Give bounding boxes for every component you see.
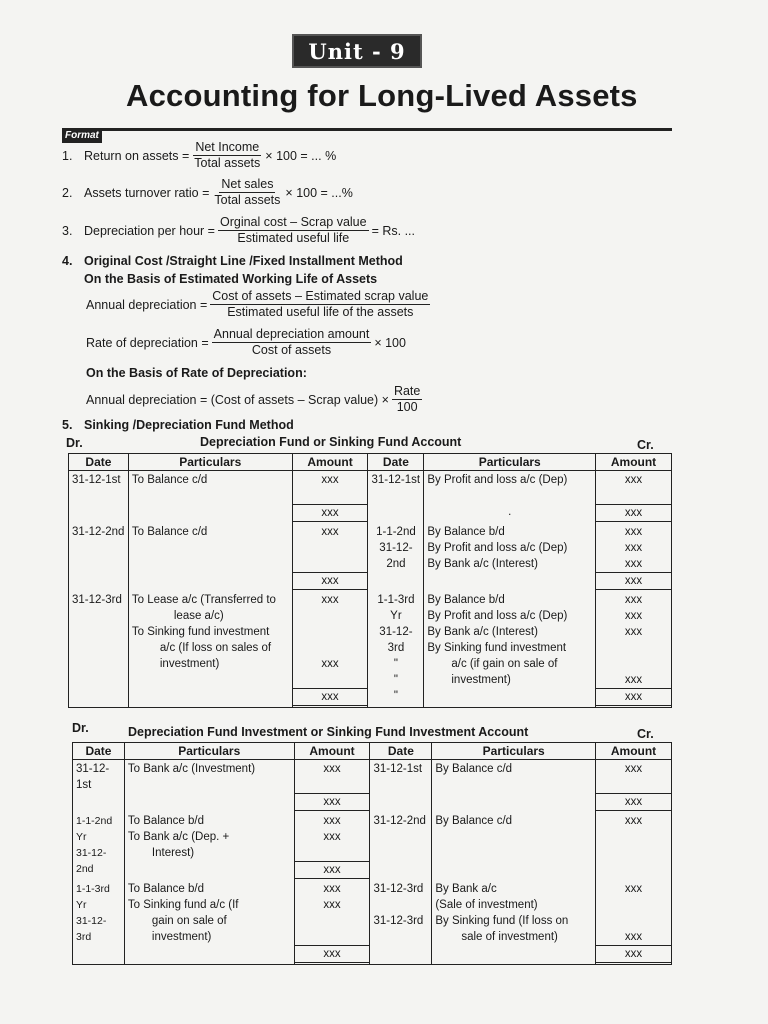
formula-number: 3. [62,223,73,238]
particulars: To Balance b/d [127,883,204,895]
table-header-row [69,454,672,471]
particulars: By Sinking fund investment [427,642,567,654]
denominator: Total assets [194,156,261,170]
formula-label: Depreciation per hour = [84,223,215,238]
particulars: To Sinking fund investment [131,626,270,638]
total-amount: xxx [596,504,671,522]
amount-cell [292,471,368,524]
column-header: Amount [292,454,368,471]
date: 1-1-2nd Yr [76,815,113,843]
particulars: sale of investment) [461,931,558,943]
formula-label: Annual depreciation = [86,297,208,312]
amount: xxx [323,883,341,895]
column-header: Amount [596,454,672,471]
numerator: Annual depreciation amount [213,327,370,341]
date: 31-12-3rd [379,626,413,654]
particulars: To Sinking fund a/c (If [127,899,239,911]
credit-label: Cr. [637,727,654,741]
fraction [218,215,369,246]
formula-annual-depreciation [86,289,433,320]
date: 2nd [386,558,406,570]
total-amount: xxx [293,504,368,522]
date: 1-1-2nd [376,526,416,538]
debit-label: Dr. [72,721,89,735]
total-amount: xxx [596,793,671,811]
method-title: Sinking /Depreciation Fund Method [84,418,294,432]
particulars-cell: To Bank a/c (Investment) [124,760,294,813]
particulars: To Lease a/c (Transferred to [131,594,276,606]
subheading-rate-basis: On the Basis of Rate of Depreciation: [86,366,307,380]
amount-cell [596,471,672,524]
particulars: To Bank a/c (Dep. + [127,831,230,843]
amount: xxx [624,883,643,895]
amount-cell [596,760,672,813]
date-cell [368,523,424,591]
amount: xxx [624,474,643,486]
particulars: a/c (if gain on sale of [451,658,558,670]
subheading-working-life: On the Basis of Estimated Working Life of Assets [84,272,378,286]
credit-label: Cr. [637,438,654,452]
column-header: Amount [596,743,672,760]
date: 31-12-3rd [373,883,424,895]
amount: xxx [624,931,643,943]
table-header-row [73,743,672,760]
date-cell [370,880,432,965]
amount-cell [294,812,370,880]
amount: xxx [624,626,643,638]
numerator: Net sales [221,177,274,191]
date-cell: 31-12-1st [73,760,125,813]
particulars-cell: To Balance c/d [128,471,292,524]
ditto-mark: " [393,690,398,702]
formula-return-on-assets [62,140,336,171]
unit-badge: Unit - 9 [292,34,422,68]
date-cell: 31-12-2nd [69,523,129,591]
fraction [212,177,282,208]
particulars-cell [124,812,294,880]
formula-number: 2. [62,185,73,200]
particulars-cell: By Balance c/d [432,760,596,813]
particulars: To Balance b/d [127,815,204,827]
particulars: (Sale of investment) [435,899,538,911]
particulars-cell [432,880,596,965]
particulars: By Bank a/c [435,883,497,895]
formula-depreciation-per-hour [62,215,415,246]
particulars: investment) [159,658,220,670]
formula-annual-depreciation-rate [86,384,425,415]
title-rule [62,128,672,131]
column-header: Date [69,454,129,471]
column-header: Date [370,743,432,760]
formula-number: 5. [62,418,73,432]
depreciation-fund-account-table [68,453,672,708]
amount: xxx [321,474,339,486]
debit-label: Dr. [66,436,83,450]
particulars: By Profit and loss a/c (Dep) [427,610,568,622]
amount-cell [596,880,672,965]
total-amount: xxx [295,861,370,879]
numerator: Orginal cost – Scrap value [219,215,367,229]
date-cell [368,591,424,708]
numerator: Cost of assets – Estimated scrap value [212,289,429,303]
amount-cell [294,880,370,965]
amount: xxx [321,594,339,606]
total-amount: xxx [295,945,370,963]
fraction [210,289,430,320]
date: 31-12-3rd [76,915,107,943]
numerator: Net Income [195,140,260,154]
amount: xxx [321,526,339,538]
date-cell: 31-12-1st [368,471,424,524]
fraction [392,384,422,415]
fraction [192,140,262,171]
column-header: Particulars [424,454,596,471]
date: 1-1-3rd Yr [377,594,415,622]
method-heading-sinking-fund [62,418,294,432]
amount: xxx [624,558,643,570]
particulars: By Profit and loss a/c (Dep) [427,474,568,486]
amount: xxx [624,594,643,606]
amount: xxx [624,610,643,622]
column-header: Date [368,454,424,471]
date-cell: 31-12-1st [69,471,129,524]
particulars: Interest) [151,847,195,859]
particulars-cell [424,471,596,524]
amount: xxx [624,815,643,827]
amount: xxx [624,763,643,775]
total-amount: xxx [596,572,671,590]
fund-investment-account-table [72,742,672,965]
particulars: By Bank a/c (Interest) [427,558,538,570]
denominator: Estimated useful life of the assets [227,305,414,319]
particulars: By Bank a/c (Interest) [427,626,538,638]
numerator: Rate [393,384,421,398]
table-row [69,471,672,524]
table-row [69,591,672,708]
table-row [73,760,672,813]
amount: xxx [323,815,341,827]
particulars-cell: To Balance c/d [128,523,292,591]
amount-cell [596,812,672,880]
table-row [73,880,672,965]
formula-number: 1. [62,148,73,163]
column-header: Date [73,743,125,760]
date: 31-12-3rd [373,915,424,927]
particulars: By Sinking fund (If loss on [435,915,569,927]
particulars: By Balance b/d [427,594,505,606]
denominator: Total assets [214,193,281,207]
column-header: Particulars [432,743,596,760]
formula-tail: × 100 [374,335,406,350]
amount-cell [294,760,370,813]
formula-label: Annual depreciation = (Cost of assets – Scrap value) × [86,392,389,407]
date: 31-12-2nd [76,847,107,875]
formula-assets-turnover [62,177,353,208]
denominator: Estimated useful life [237,231,350,245]
amount-cell [292,523,368,591]
method-title: Original Cost /Straight Line /Fixed Installment Method [84,254,403,268]
particulars-cell: By Balance c/d [432,812,596,880]
amount: xxx [624,542,643,554]
particulars-cell [124,880,294,965]
amount: xxx [323,763,341,775]
date-cell [73,880,125,965]
denominator: Cost of assets [251,343,332,357]
formula-label: Return on assets = [84,148,190,163]
particulars: a/c (If loss on sales of [159,642,272,654]
page-title: Accounting for Long-Lived Assets [126,78,638,113]
column-header: Amount [294,743,370,760]
date-cell: 31-12-1st [370,760,432,813]
table-row [69,523,672,591]
date-cell [73,812,125,880]
particulars-cell [424,523,596,591]
fraction [212,327,372,358]
ditto-mark: " [393,674,398,686]
column-header: Particulars [124,743,294,760]
ditto-mark: " [393,658,398,670]
date-cell: 31-12-3rd [69,591,129,708]
total-amount: xxx [295,793,370,811]
date-cell: 31-12-2nd [370,812,432,880]
total-amount: xxx [596,688,671,706]
amount: xxx [624,674,643,686]
amount: xxx [321,658,339,670]
amount-cell [292,591,368,708]
particulars-cell [424,591,596,708]
particulars: lease a/c) [173,610,224,622]
formula-rate-of-depreciation [86,327,406,358]
total-amount: xxx [293,572,368,590]
particulars: By Profit and loss a/c (Dep) [427,542,568,554]
particulars: investment) [451,674,511,686]
dot: . [508,506,512,518]
formula-tail: × 100 = ...% [285,185,353,200]
particulars: gain on sale of [151,915,227,927]
amount: xxx [624,526,643,538]
amount: xxx [323,831,341,843]
amount-cell [596,523,672,591]
formula-label: Rate of depreciation = [86,335,209,350]
ledger-title: Depreciation Fund Investment or Sinking Fund Investment Account [128,725,529,739]
particulars-cell [128,591,292,708]
total-amount: xxx [293,688,368,706]
date: 1-1-3rd Yr [76,883,110,911]
denominator: 100 [396,400,418,414]
ledger-title: Depreciation Fund or Sinking Fund Account [200,435,462,449]
date: 31-12- [379,542,413,554]
column-header: Particulars [128,454,292,471]
method-heading-straight-line [62,254,403,268]
total-amount: xxx [596,945,671,963]
formula-number: 4. [62,254,73,268]
formula-tail: × 100 = ... % [265,148,337,163]
formula-tail: = Rs. ... [371,223,416,238]
format-tag: Format [62,128,102,143]
particulars: By Balance b/d [427,526,505,538]
amount: xxx [323,899,341,911]
table-row [73,812,672,880]
particulars: investment) [151,931,212,943]
amount-cell [596,591,672,708]
formula-label: Assets turnover ratio = [84,185,210,200]
